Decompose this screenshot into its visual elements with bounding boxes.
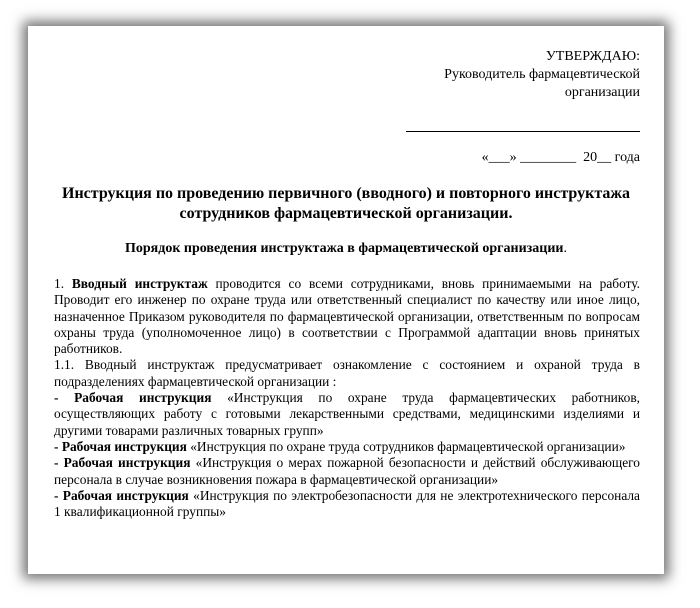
list-item bbox=[54, 488, 640, 521]
approval-position: Руководитель фармацевтической bbox=[444, 67, 640, 82]
approval-date: «___» ________ 20__ года bbox=[481, 150, 640, 165]
list-item-text: «Инструкция по охране труда фармацевтических работников, осуществляющих работу с готовыми лекарственными средствами, медицинскими изделиями и другими товарами различных товарных групп» bbox=[54, 390, 640, 438]
paragraph-1-text: проводится со всеми сотрудниками, вновь принимаемыми на работу. Проводит его инженер по охране труда или ответственный специалист по качеству или иное лицо, назначенное Приказом руководителя по фармацевтической организации, ответственным по вопросам охраны труда (уполномоченное лицо) в соответствии с Программой адаптации вновь принятых работников. bbox=[54, 276, 640, 357]
paragraph-1-number: 1. bbox=[54, 276, 72, 291]
list-item-bold: Рабочая инструкция bbox=[61, 438, 187, 454]
section-subtitle-period: . bbox=[563, 241, 567, 256]
list-item bbox=[54, 439, 640, 455]
document-page bbox=[28, 26, 664, 574]
list-item-dash: - bbox=[54, 390, 75, 406]
approval-block bbox=[390, 48, 640, 102]
document-title: Инструкция по проведению первичного (вводного) и повторного инструктажа сотрудников фармацевтической организации. bbox=[62, 185, 630, 222]
paragraph-1-1: 1.1. Вводный инструктаж предусматривает ознакомление с состоянием и охраной труда в подразделениях фармацевтической организации : bbox=[54, 357, 640, 389]
list-item-bold: Рабочая инструкция bbox=[62, 487, 189, 503]
list-item-text: «Инструкция по охране труда сотрудников фармацевтической организации» bbox=[186, 438, 626, 454]
list-item bbox=[54, 390, 640, 439]
list-item-bold: Рабочая инструкция bbox=[63, 455, 191, 471]
list-item-dash: - bbox=[54, 487, 63, 503]
list-item-bold: Рабочая инструкция bbox=[74, 390, 212, 406]
list-item-text: «Инструкция по электробезопасности для не электротехнического персонала 1 квалификационной группы» bbox=[54, 487, 641, 520]
section-subtitle-text: Порядок проведения инструктажа в фармацевтической организации bbox=[125, 241, 564, 256]
list-item bbox=[54, 455, 640, 488]
approval-heading: УТВЕРЖДАЮ: bbox=[545, 49, 640, 64]
paragraph-1-bold: Вводный инструктаж bbox=[71, 276, 208, 291]
section-subtitle bbox=[48, 241, 644, 257]
list-item-text: «Инструкция о мерах пожарной безопасности и действий обслуживающего персонала в случае возникновения пожара в фармацевтической организации» bbox=[54, 455, 641, 487]
list-item-dash: - bbox=[54, 455, 64, 471]
list-item-dash: - bbox=[54, 438, 62, 454]
paragraph-1 bbox=[54, 276, 640, 357]
signature-line bbox=[406, 131, 640, 132]
document-body bbox=[54, 276, 640, 520]
approval-organization: организации bbox=[564, 85, 640, 100]
